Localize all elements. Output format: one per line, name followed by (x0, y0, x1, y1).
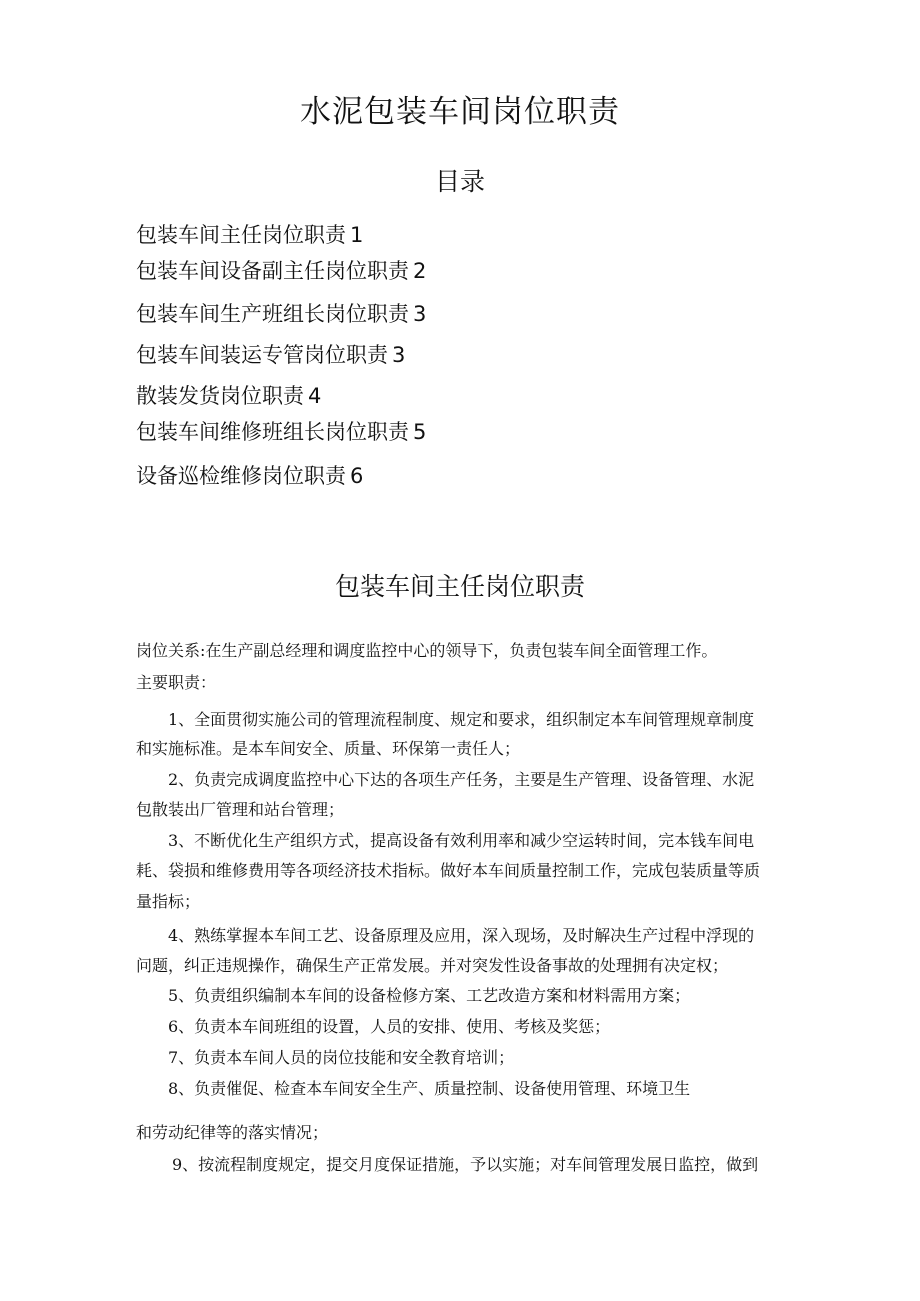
toc-item-page: 6 (350, 464, 364, 488)
toc-item-page: 1 (350, 223, 364, 247)
document-title: 水泥包装车间岗位职责 (300, 94, 620, 130)
toc-item-page: 3 (392, 343, 406, 367)
toc-item-text: 散装发货岗位职责 (136, 384, 304, 408)
toc-item-page: 5 (413, 420, 427, 444)
duty-line: 9、按流程制度规定，提交月度保证措施，予以实施；对车间管理发展日监控，做到 (172, 1155, 759, 1174)
duty-line: 和劳动纪律等的落实情况； (136, 1123, 329, 1142)
duty-line: 量指标； (136, 892, 201, 911)
duty-line: 5、负责组织编制本车间的设备检修方案、工艺改造方案和材料需用方案； (168, 986, 691, 1005)
toc-item[interactable] (136, 300, 426, 328)
duty-line: 7、负责本车间人员的岗位技能和安全教育培训； (168, 1048, 515, 1067)
toc-item-page: 4 (308, 384, 322, 408)
toc-heading: 目录 (434, 167, 485, 196)
section-title: 包装车间主任岗位职责 (334, 572, 585, 601)
duty-line: 问题，纠正违规操作，确保生产正常发展。并对突发性设备事故的处理拥有决定权； (136, 956, 729, 975)
toc-item-text: 包装车间生产班组长岗位职责 (136, 302, 409, 326)
toc-item[interactable] (136, 257, 426, 285)
toc-item-text: 包装车间设备副主任岗位职责 (136, 259, 409, 283)
toc-item[interactable] (136, 382, 321, 410)
duty-line: 6、负责本车间班组的设置，人员的安排、使用、考核及奖惩； (168, 1017, 611, 1036)
toc-item-page: 2 (413, 259, 427, 283)
toc-item-text: 包装车间维修班组长岗位职责 (136, 420, 409, 444)
toc-item-text: 包装车间主任岗位职责 (136, 223, 346, 247)
duty-line: 耗、袋损和维修费用等各项经济技术指标。做好本车间质量控制工作，完成包装质量等质 (136, 861, 761, 880)
toc-item-text: 包装车间装运专管岗位职责 (136, 343, 388, 367)
duty-line: 1、全面贯彻实施公司的管理流程制度、规定和要求，组织制定本车间管理规章制度 (168, 710, 755, 729)
duty-line: 8、负责催促、检查本车间安全生产、质量控制、设备使用管理、环境卫生 (168, 1079, 691, 1098)
toc-item[interactable] (136, 462, 363, 490)
duty-line: 包散装出厂管理和站台管理； (136, 800, 345, 819)
duty-line: 和实施标准。是本车间安全、质量、环保第一责任人； (136, 739, 521, 758)
toc-item-page: 3 (413, 302, 427, 326)
duty-line: 4、熟练掌握本车间工艺、设备原理及应用，深入现场，及时解决生产过程中浮现的 (168, 926, 755, 945)
toc-item-text: 设备巡检维修岗位职责 (136, 464, 346, 488)
duties-label: 主要职责： (136, 673, 217, 692)
toc-item[interactable] (136, 418, 426, 446)
toc-item[interactable] (136, 221, 363, 249)
duty-line: 2、负责完成调度监控中心下达的各项生产任务，主要是生产管理、设备管理、水泥 (168, 770, 755, 789)
job-relation-text: 岗位关系:在生产副总经理和调度监控中心的领导下，负责包装车间全面管理工作。 (136, 641, 718, 660)
duty-line: 3、不断优化生产组织方式，提高设备有效利用率和减少空运转时间，完本钱车间电 (168, 831, 755, 850)
toc-item[interactable] (136, 341, 405, 369)
